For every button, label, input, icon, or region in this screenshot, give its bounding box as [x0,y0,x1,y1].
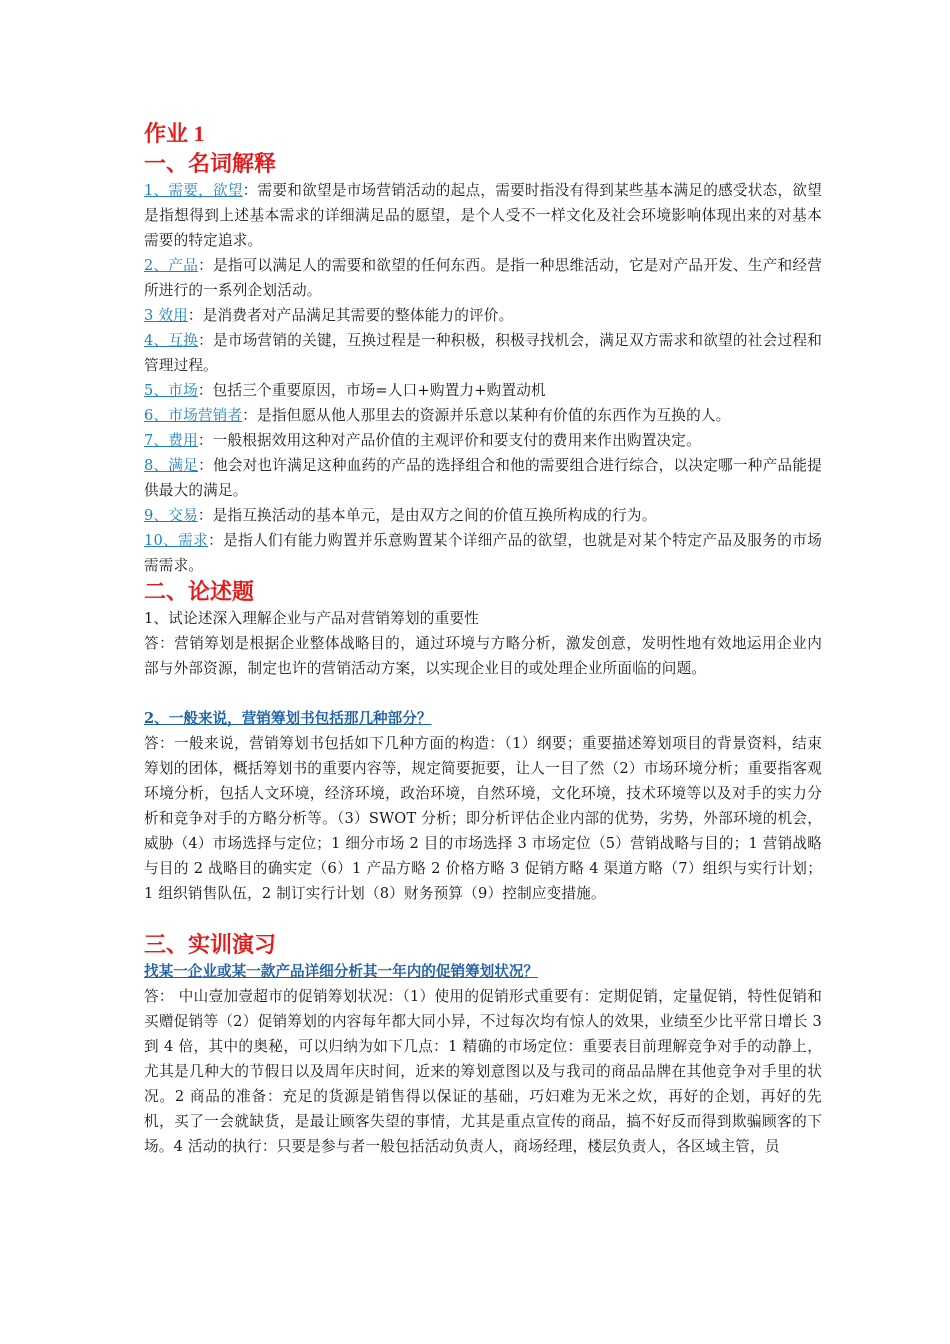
question-1: 1、试论述深入理解企业与产品对营销筹划的重要性 [144,610,479,627]
term-item [144,403,822,428]
term-item [144,503,822,528]
question-2-link[interactable]: 2、一般来说，营销筹划书包括那几种部分？ [144,710,432,727]
document-title: 作业 1 [144,121,205,146]
term-definition: ：是指可以满足人的需要和欲望的任何东西。是指一种思维活动，它是对产品开发、生产和经营所进行的一系列企划活动。 [144,257,823,299]
document-body [144,120,822,1159]
term-item [144,428,822,453]
term-item [144,528,822,578]
answer-2: 答：一般来说，营销筹划书包括如下几种方面的构造：（1）纲要；重要描述筹划项目的背景资料，结束筹划的团体，概括筹划书的重要内容等，规定简要扼要，让人一目了然（2）市场环境分析；重要指客观环境分析，包括人文环境，经济环境，政治环境，自然环境，文化环境，技术环境等以及对手的实力分析和竞争对手的方略分析等。（3）SWOT 分析；即分析评估企业内部的优势，劣势，外部环境的机会，威胁（4）市场选择与定位；1 细分市场 2 目的市场选择 3 市场定位（5）营销战略与目的；1 营销战略与目的 2 战略目的确实定（6）1 产品方略 2 价格方略 3 促销方略 4 渠道方略（7）组织与实行计划；1 组织销售队伍，2 制订实行计划（8）财务预算（9）控制应变措施。 [144,735,822,902]
section-heading-terms: 一、名词解释 [144,151,277,176]
term-item [144,378,822,403]
term-definition: ：是消费者对产品满足其需要的整体能力的评价。 [187,307,514,324]
term-link[interactable]: 6、市场营销者 [144,407,243,424]
term-item [144,253,822,303]
term-definition: ：一般根据效用这种对产品价值的主观评价和要支付的费用来作出购置决定。 [197,432,701,449]
term-link[interactable]: 3 效用 [144,307,188,324]
term-list [144,178,822,578]
section-heading-practice: 三、实训演习 [144,932,277,957]
practice-answer: 答： 中山壹加壹超市的促销筹划状况：（1）使用的促销形式重要有：定期促销，定量促销，特性促销和买赠促销等（2）促销筹划的内容每年都大同小异，不过每次均有惊人的效果，业绩至少比平常日增长 3 到 4 倍，其中的奥秘，可以归纳为如下几点：1 精确的市场定位：重要表目前理解竞争对手的动静上，尤其是几种大的节假日以及周年庆时间，近来的筹划意图以及与我司的商品品牌在其他竞争对手里的状况。2 商品的准备：充足的货源是销售得以保证的基础，巧妇难为无米之炊，再好的企划，再好的先机，买了一会就缺货，是最让顾客失望的事情，尤其是重点宣传的商品，搞不好反而得到欺骗顾客的下场。4 活动的执行：只要是参与者一般包括活动负责人，商场经理，楼层负责人，各区域主管，员 [144,988,822,1155]
term-link[interactable]: 7、费用 [144,432,198,449]
blank-line [144,681,822,706]
term-link[interactable]: 5、市场 [144,382,198,399]
term-link[interactable]: 1、需要，欲望 [144,182,243,199]
term-link[interactable]: 9、交易 [144,507,198,524]
term-definition: ：他会对也许满足这种血药的产品的选择组合和他的需要组合进行综合，以决定哪一种产品能提供最大的满足。 [144,457,823,499]
term-item [144,328,822,378]
answer-1: 答：营销筹划是根据企业整体战略目的，通过环境与方略分析，激发创意，发明性地有效地运用企业内部与外部资源，制定也许的营销活动方案，以实现企业目的或处理企业所面临的问题。 [144,635,822,677]
term-definition: ：包括三个重要原因，市场=人口+购置力+购置动机 [197,382,546,399]
term-definition: ：是指但愿从他人那里去的资源并乐意以某种有价值的东西作为互换的人。 [242,407,731,424]
term-definition: ：是指互换活动的基本单元，是由双方之间的价值互换所构成的行为。 [197,507,657,524]
term-definition: ：需要和欲望是市场营销活动的起点，需要时指没有得到某些基本满足的感受状态，欲望是指想得到上述基本需求的详细满足品的愿望，是个人受不一样文化及社会环境影响体现出来的对基本需要的特定追求。 [144,182,822,249]
practice-question-link[interactable]: 找某一企业或某一款产品详细分析其一年内的促销筹划状况？ [144,963,539,980]
term-definition: ：是市场营销的关键，互换过程是一种积极，积极寻找机会，满足双方需求和欲望的社会过程和管理过程。 [144,332,823,374]
term-definition: ：是指人们有能力购置并乐意购置某个详细产品的欲望，也就是对某个特定产品及服务的市场需需求。 [144,532,822,574]
blank-line [144,906,822,931]
term-link[interactable]: 2、产品 [144,257,199,274]
term-item [144,453,822,503]
term-link[interactable]: 10、需求 [144,532,209,549]
term-link[interactable]: 4、互换 [144,332,199,349]
term-item [144,303,822,328]
section-heading-essay: 二、论述题 [144,579,255,604]
term-link[interactable]: 8、满足 [144,457,199,474]
term-item [144,178,822,253]
